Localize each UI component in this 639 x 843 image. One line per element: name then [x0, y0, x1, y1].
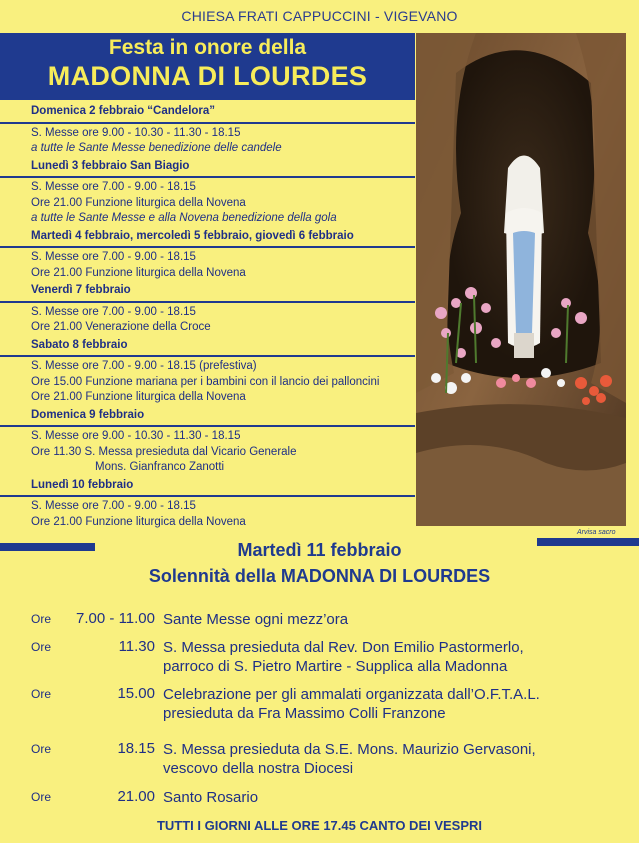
vespers-notice: TUTTI I GIORNI ALLE ORE 17.45 CANTO DEI VESPRI	[156, 818, 483, 833]
title-line-1: Festa in onore della	[108, 36, 307, 59]
schedule-line: S. Messe ore 9.00 - 10.30 - 11.30 - 18.15	[31, 126, 241, 139]
schedule-line: a tutte le Sante Messe e alla Novena benedizione della gola	[31, 212, 337, 224]
program-time: 18.15	[117, 740, 155, 757]
description-line: vescovo della nostra Diocesi	[163, 760, 354, 777]
schedule-line: Mons. Gianfranco Zanotti	[95, 461, 225, 473]
schedule-day: Venerdì 7 febbraio	[31, 284, 131, 296]
program-description	[163, 788, 603, 807]
schedule-line: S. Messe ore 7.00 - 9.00 - 18.15	[31, 305, 196, 318]
church-name: CHIESA FRATI CAPPUCCINI - VIGEVANO	[181, 8, 458, 24]
description-line: Sante Messe ogni mezz’ora	[163, 611, 349, 628]
ore-label: Ore	[31, 790, 52, 804]
schedule-day: Domenica 9 febbraio	[31, 408, 145, 421]
divider	[0, 301, 415, 303]
schedule-line: Ore 21.00 Funzione liturgica della Novena	[31, 391, 246, 403]
schedule-day: Lunedì 3 febbraio San Biagio	[31, 159, 190, 172]
divider	[0, 176, 415, 178]
schedule-day: Lunedì 10 febbraio	[31, 478, 134, 491]
title-band	[0, 33, 415, 100]
schedule-line: Ore 21.00 Venerazione della Croce	[31, 321, 211, 333]
ore-label: Ore	[31, 640, 52, 654]
program-time: 7.00 - 11.00	[76, 610, 155, 627]
divider	[0, 425, 415, 427]
schedule-day: Sabato 8 febbraio	[31, 338, 128, 351]
description-line: S. Messa presieduta da S.E. Mons. Maurizio Gervasoni,	[163, 741, 536, 758]
schedule-block	[31, 159, 415, 227]
schedule-line: Ore 21.00 Funzione liturgica della Novena	[31, 196, 246, 209]
schedule-line: Ore 21.00 Funzione liturgica della Novena	[31, 266, 246, 279]
schedule-line: Ore 11.30 S. Messa presieduta dal Vicario Generale	[31, 445, 297, 458]
description-line: Celebrazione per gli ammalati organizzata dall’O.F.T.A.L.	[163, 686, 540, 703]
schedule-line: a tutte le Sante Messe benedizione delle candele	[31, 142, 282, 154]
divider	[0, 122, 415, 124]
schedule-line: S. Messe ore 7.00 - 9.00 - 18.15	[31, 500, 196, 512]
schedule-block	[31, 283, 415, 336]
ore-label: Ore	[31, 612, 52, 626]
schedule-line: S. Messe ore 7.00 - 9.00 - 18.15	[31, 251, 196, 263]
divider	[0, 246, 415, 248]
schedule-block	[31, 104, 415, 157]
schedule-block	[31, 229, 415, 282]
schedule-line: Ore 15.00 Funzione mariana per i bambini con il lancio dei palloncini	[31, 375, 380, 388]
divider	[0, 495, 415, 497]
program-description	[163, 685, 603, 723]
schedule-day: Domenica 2 febbraio “Candelora”	[31, 105, 216, 117]
title-line-2: MADONNA DI LOURDES	[47, 61, 368, 91]
schedule-day: Martedì 4 febbraio, mercoledì 5 febbraio, giovedì 6 febbraio	[31, 229, 354, 242]
description-line: Santo Rosario	[163, 789, 259, 806]
ore-label: Ore	[31, 742, 52, 756]
program-description	[163, 740, 603, 778]
description-line: presieduta da Fra Massimo Colli Franzone	[163, 705, 446, 722]
schedule-line: S. Messe ore 7.00 - 9.00 - 18.15	[31, 181, 196, 193]
schedule-block	[31, 338, 415, 406]
schedule-line: Ore 21.00 Funzione liturgica della Novena	[31, 515, 246, 528]
schedule-line: S. Messe ore 9.00 - 10.30 - 11.30 - 18.15	[31, 430, 241, 442]
photo-credit: Arvisa sacro	[577, 529, 616, 536]
novena-schedule	[31, 102, 415, 530]
schedule-block	[31, 408, 415, 476]
madonna-grotto-photo	[416, 33, 626, 526]
schedule-line: S. Messe ore 7.00 - 9.00 - 18.15 (prefestiva)	[31, 360, 257, 372]
solemnity-title: Solennità della MADONNA DI LOURDES	[148, 566, 491, 586]
program-time: 11.30	[118, 638, 155, 655]
divider	[0, 355, 415, 357]
schedule-block	[31, 478, 415, 531]
solemnity-date: Martedì 11 febbraio	[237, 540, 402, 560]
program-description	[163, 610, 603, 629]
program-time: 21.00	[117, 788, 155, 805]
description-line: parroco di S. Pietro Martire - Supplica alla Madonna	[163, 658, 508, 675]
program-description	[163, 638, 603, 676]
description-line: S. Messa presieduta dal Rev. Don Emilio Pastormerlo,	[163, 639, 524, 656]
program-time: 15.00	[117, 685, 155, 702]
ore-label: Ore	[31, 687, 52, 701]
